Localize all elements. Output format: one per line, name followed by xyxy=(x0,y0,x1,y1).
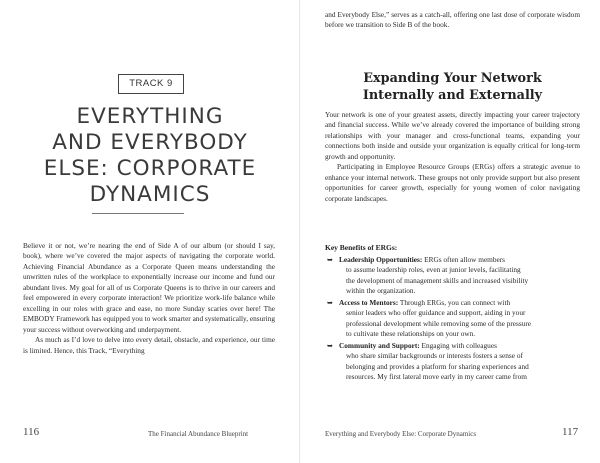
paragraph: Participating in Employee Resource Groups (ERGs) offers a strategic avenue to enhance your internal network. These groups not only provide support but also present opportunities for career growth, especially for young women of color navigating corporate landscapes. xyxy=(325,162,581,203)
section-title xyxy=(320,70,585,104)
track-label: TRACK 9 xyxy=(118,74,184,94)
chapter-title-line: AND EVERYBODY xyxy=(52,130,248,155)
left-body-text xyxy=(23,241,275,356)
chapter-title-line: DYNAMICS xyxy=(89,182,211,207)
arrow-bullet-icon: ➥ xyxy=(327,342,333,350)
benefit-item: ➥ Leadership Opportunities: ERGs often allow members to assume leadership roles, even at junior levels, facilitating the development of management skills and increased visibility within the organization. xyxy=(327,255,529,296)
section-title-line: Expanding Your Network xyxy=(363,71,542,86)
page-number: 116 xyxy=(23,426,40,438)
running-footer: Everything and Everybody Else: Corporate Dynamics xyxy=(325,430,477,438)
chapter-title-line: EVERYTHING xyxy=(76,104,224,129)
paragraph: Your network is one of your greatest assets, directly impacting your career trajectory and financial success. While we’ve already covered the importance of building strong relationships with your manager and cross-functional teams, expanding your connections both inside and outside your organization is equally critical for long-term growth and opportunity. xyxy=(325,110,581,161)
chapter-title xyxy=(20,104,280,208)
benefit-item: ➥ Access to Mentors: Through ERGs, you can connect with senior leaders who offer guidance and support, aiding in your professional development while removing some of the pressure to cultivate these relationships on your own. xyxy=(327,298,532,339)
arrow-bullet-icon: ➥ xyxy=(327,256,333,264)
running-footer: The Financial Abundance Blueprint xyxy=(148,430,249,438)
right-body-text xyxy=(325,110,580,204)
paragraph: As much as I’d love to delve into every detail, obstacle, and experience, our time is limited. Hence, this Track, “Everything xyxy=(23,335,276,355)
paragraph: and Everybody Else,” serves as a catch-all, offering one last dose of corporate wisdom before we transition to Side B of the book. xyxy=(325,10,580,30)
page-number: 117 xyxy=(562,426,579,438)
chapter-title-line: ELSE: CORPORATE xyxy=(43,156,257,181)
right-page xyxy=(300,0,600,463)
benefit-item: ➥ Community and Support: Engaging with colleagues who share similar backgrounds or interests fosters a sense of belonging and provides a platform for sharing experiences and resources. My first lateral move early in my career came from xyxy=(327,341,529,382)
benefits-heading: Key Benefits of ERGs: xyxy=(325,243,398,252)
section-title-line: Internally and Externally xyxy=(362,88,543,103)
paragraph: Believe it or not, we’re nearing the end of Side A of our album (or should I say, book), where we’ve covered the major aspects of navigating the corporate world. Achieving Financial Abundance as a Corporate Queen means understanding the unwritten rules of the workplace to exponentially increase our income and fund our abundant lives. My goal for all of us Corporate Queens is to thrive in our careers and feel empowered in every corporate interaction! We prioritize work-life balance while excelling in our roles with grace and ease, no more Sunday scaries over here! The EMBODY Framework has equipped you to work smarter and systematically, ensuring your success without overworking and underpayment. xyxy=(23,241,276,334)
arrow-bullet-icon: ➥ xyxy=(327,299,333,307)
continued-text xyxy=(325,10,580,31)
title-divider xyxy=(92,213,184,214)
